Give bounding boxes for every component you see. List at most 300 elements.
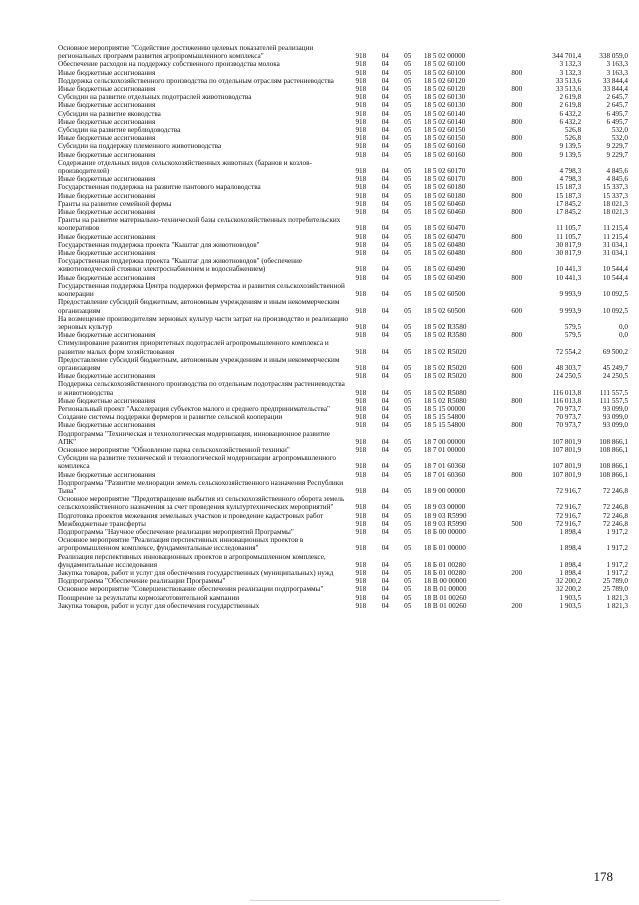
row-vr	[506, 585, 528, 593]
row-name: Закупка товаров, работ и услуг для обеспечения государственных (муниципальных) нужд	[58, 569, 334, 577]
table-row	[58, 85, 628, 93]
row-vr	[506, 446, 528, 454]
row-cs: 18 Б 01 00000	[423, 544, 466, 553]
row-name: Государственная поддержка Центра поддержки фермерства и развития сельскохозяйственной кооперации	[58, 281, 345, 299]
row-cs: 18 7 01 00000	[423, 445, 466, 454]
row-value-1: 1 898,4	[559, 560, 582, 569]
footer-divider	[250, 900, 500, 901]
row-value-2: 3 163,3	[606, 68, 628, 77]
table-row	[58, 585, 628, 593]
row-value-1: 70 973,7	[555, 413, 582, 422]
table-row	[58, 602, 628, 610]
row-value-2: 93 099,0	[602, 413, 628, 422]
budget-table-body	[58, 44, 628, 610]
row-value-2: 532,0	[611, 126, 628, 135]
table-row	[58, 200, 628, 208]
row-value-1: 9 993,9	[559, 290, 582, 299]
row-pr: 05	[404, 437, 412, 446]
row-vr	[506, 380, 528, 396]
row-vr	[506, 216, 528, 232]
row-gr: 918	[355, 101, 367, 110]
row-value-2: 25 789,0	[602, 577, 628, 586]
row-name: На возмещение производителям зерновых культур части затрат на производство и реализацию зерновых культур	[58, 314, 349, 331]
row-vr	[506, 479, 528, 495]
table-row	[58, 421, 628, 429]
row-pr: 05	[404, 306, 412, 315]
table-row	[58, 520, 628, 528]
row-rz: 04	[381, 126, 389, 135]
row-rz: 04	[381, 363, 389, 372]
row-cs: 18 5 02 60170	[423, 175, 466, 184]
row-name: Межбюджетные трансферты	[58, 519, 146, 528]
row-pr: 05	[404, 363, 412, 372]
row-rz: 04	[381, 76, 389, 85]
row-gr: 918	[355, 544, 367, 553]
row-pr: 05	[404, 511, 412, 520]
row-gr: 918	[355, 527, 367, 536]
row-vr: 800	[511, 331, 523, 340]
row-cs: 18 5 02 60160	[423, 142, 466, 151]
row-name: Иные бюджетные ассигнования	[58, 249, 156, 258]
row-cs: 18 5 02 60120	[423, 76, 466, 85]
table-row	[58, 553, 628, 569]
row-cs: 18 5 02 R3580	[423, 322, 467, 331]
row-value-2: 1 917,2	[606, 544, 628, 553]
row-name: Иные бюджетные ассигнования	[58, 421, 156, 430]
row-pr: 05	[404, 372, 412, 381]
row-rz: 04	[381, 85, 389, 94]
row-vr	[506, 183, 528, 191]
row-value-1: 4 798,3	[559, 175, 582, 184]
table-row	[58, 569, 628, 577]
row-rz: 04	[381, 470, 389, 479]
row-gr: 918	[355, 109, 367, 118]
row-cs: 18 Б 01 00280	[423, 569, 466, 577]
row-cs: 18 В 01 00260	[423, 593, 467, 602]
row-rz: 04	[381, 331, 389, 340]
row-value-2: 93 099,0	[602, 404, 628, 413]
row-rz: 04	[381, 175, 389, 184]
row-vr: 800	[511, 421, 523, 430]
row-value-1: 11 105,7	[556, 224, 582, 233]
row-name: Иные бюджетные ассигнования	[58, 101, 156, 110]
table-row	[58, 282, 628, 298]
row-name: Иные бюджетные ассигнования	[58, 191, 156, 200]
row-value-1: 11 105,7	[556, 232, 582, 241]
row-cs: 18 5 02 R5080	[423, 388, 467, 397]
row-vr: 800	[511, 372, 523, 381]
row-cs: 18 5 02 R5020	[423, 347, 467, 356]
row-name: Государственная поддержка проекта "Кыштаг для животноводов"	[58, 240, 260, 249]
row-value-2: 31 034,1	[602, 240, 628, 249]
row-name: Иные бюджетные ассигнования	[58, 175, 156, 184]
row-cs: 18 5 02 60180	[423, 183, 466, 192]
row-gr: 918	[355, 183, 367, 192]
row-pr: 05	[404, 519, 412, 528]
row-pr: 05	[404, 593, 412, 602]
row-cs: 18 7 01 60360	[423, 462, 466, 471]
row-name: Предоставление субсидий бюджетным, автономным учреждениям и иным некоммерческим организациям	[58, 355, 340, 372]
row-pr: 05	[404, 76, 412, 85]
row-gr: 918	[355, 413, 367, 422]
row-cs: 18 5 02 60500	[423, 290, 466, 299]
row-value-2: 11 215,4	[603, 232, 628, 241]
row-value-2: 10 092,5	[602, 290, 628, 299]
row-pr: 05	[404, 322, 412, 331]
row-cs: 18 5 02 R3580	[423, 331, 467, 340]
row-name: Иные бюджетные ассигнования	[58, 134, 156, 143]
row-rz: 04	[381, 511, 389, 520]
row-cs: 18 5 02 60460	[423, 208, 466, 217]
row-pr: 05	[404, 191, 412, 200]
row-value-1: 107 801,9	[552, 470, 582, 479]
row-pr: 05	[404, 396, 412, 405]
table-row	[58, 142, 628, 150]
row-name: Поощрение за результаты кормозаготовительной кампании	[58, 593, 240, 602]
row-rz: 04	[381, 569, 389, 577]
row-value-1: 24 250,5	[555, 372, 582, 381]
row-value-1: 2 619,8	[559, 101, 582, 110]
row-name: Иные бюджетные ассигнования	[58, 273, 156, 282]
row-value-1: 116 013,8	[552, 396, 582, 405]
row-gr: 918	[355, 421, 367, 430]
row-value-1: 72 916,7	[555, 503, 582, 512]
row-value-1: 526,8	[564, 126, 582, 135]
row-value-1: 10 441,3	[555, 265, 582, 274]
row-cs: 18 5 15 54800	[423, 413, 466, 422]
row-pr: 05	[404, 290, 412, 299]
row-name: Основное мероприятие "Реализация перспективных инновационных проектов в агропромышленном комплексе, фундаментальные исследования"	[58, 536, 304, 553]
row-pr: 05	[404, 150, 412, 159]
row-cs: 18 5 02 R5020	[423, 363, 467, 372]
row-value-2: 1 917,2	[606, 569, 628, 577]
row-name: Основное мероприятие "Содействие достижению целевых показателей реализации региональных программ развития агропромышленного комплекса"	[58, 44, 314, 61]
row-gr: 918	[355, 503, 367, 512]
page-number: 178	[593, 869, 613, 884]
table-row	[58, 471, 628, 479]
row-gr: 918	[355, 208, 367, 217]
row-rz: 04	[381, 527, 389, 536]
row-value-2: 108 866,1	[599, 437, 628, 446]
row-vr	[506, 413, 528, 421]
row-pr: 05	[404, 560, 412, 569]
row-vr: 600	[511, 306, 523, 315]
row-rz: 04	[381, 322, 389, 331]
row-gr: 918	[355, 150, 367, 159]
row-pr: 05	[404, 527, 412, 536]
row-value-2: 108 866,1	[599, 445, 628, 454]
row-value-1: 107 801,9	[552, 437, 582, 446]
table-row	[58, 183, 628, 191]
row-vr	[506, 282, 528, 298]
row-vr	[506, 454, 528, 470]
row-value-2: 2 645,7	[606, 101, 628, 110]
row-name: Иные бюджетные ассигнования	[58, 232, 156, 241]
row-value-2: 15 337,3	[602, 183, 628, 192]
row-cs: 18 7 01 60360	[423, 470, 466, 479]
row-name: Государственная поддержка проекта "Кыштаг для животноводов" (обеспечение животноводческой стоянки электроснабжением и водоснабжением)	[58, 257, 303, 274]
row-pr: 05	[404, 52, 412, 61]
table-row	[58, 577, 628, 585]
row-value-2: 31 034,1	[602, 249, 628, 258]
row-cs: 18 5 02 R5080	[423, 396, 467, 405]
row-vr: 800	[511, 232, 523, 241]
row-value-1: 30 817,9	[555, 240, 582, 249]
row-gr: 918	[355, 363, 367, 372]
row-cs: 18 5 02 60130	[423, 101, 466, 110]
budget-table	[58, 44, 628, 610]
row-value-1: 344 701,4	[552, 52, 582, 61]
row-vr	[506, 126, 528, 134]
row-rz: 04	[381, 290, 389, 299]
row-name: Иные бюджетные ассигнования	[58, 331, 156, 340]
row-vr: 800	[511, 175, 523, 184]
table-row	[58, 339, 628, 355]
row-gr: 918	[355, 191, 367, 200]
row-value-1: 9 139,5	[559, 150, 582, 159]
row-gr: 918	[355, 322, 367, 331]
row-name: Региональный проект "Акселерация субъектов малого и среднего предпринимательства"	[58, 404, 330, 413]
row-cs: 18 5 02 60460	[423, 199, 466, 208]
row-rz: 04	[381, 150, 389, 159]
row-value-2: 33 844,4	[602, 85, 628, 94]
table-row	[58, 298, 628, 314]
row-pr: 05	[404, 249, 412, 258]
row-name: Создание системы поддержки фермеров и развитие сельской кооперации	[58, 413, 283, 422]
row-cs: 18 Б 01 00280	[423, 560, 466, 569]
row-vr: 800	[511, 191, 523, 200]
table-row	[58, 101, 628, 109]
row-pr: 05	[404, 503, 412, 512]
row-value-2: 9 229,7	[606, 150, 628, 159]
row-vr	[506, 594, 528, 602]
row-gr: 918	[355, 126, 367, 135]
row-name: Субсидии на развитие верблюдоводства	[58, 126, 181, 135]
row-name: Закупка товаров, работ и услуг для обеспечения государственных	[58, 601, 260, 610]
row-value-1: 579,5	[564, 322, 582, 331]
row-name: Иные бюджетные ассигнования	[58, 68, 156, 77]
row-cs: 18 5 02 60160	[423, 150, 466, 159]
row-gr: 918	[355, 240, 367, 249]
row-gr: 918	[355, 232, 367, 241]
row-vr	[506, 110, 528, 118]
row-rz: 04	[381, 240, 389, 249]
row-name: Иные бюджетные ассигнования	[58, 117, 156, 126]
row-name: Иные бюджетные ассигнования	[58, 150, 156, 159]
row-pr: 05	[404, 347, 412, 356]
row-rz: 04	[381, 421, 389, 430]
row-value-1: 6 432,2	[559, 109, 582, 118]
row-value-1: 72 916,7	[555, 486, 582, 495]
row-name: Содержание отдельных видов сельскохозяйственных животных (баранов и козлов-производителей)	[58, 158, 312, 176]
row-vr	[506, 257, 528, 273]
row-value-1: 1 898,4	[559, 569, 582, 577]
row-gr: 918	[355, 577, 367, 586]
row-value-2: 338 059,0	[599, 52, 628, 61]
row-rz: 04	[381, 117, 389, 126]
row-vr	[506, 77, 528, 85]
row-value-2: 10 092,5	[602, 306, 628, 315]
row-gr: 918	[355, 462, 367, 471]
row-name: Основное мероприятие "Предотвращение выбытия из сельскохозяйственного оборота земель сельскохозяйственного назначения за счет проведения культуртехнических мероприятий"	[58, 495, 345, 512]
row-rz: 04	[381, 462, 389, 471]
row-rz: 04	[381, 183, 389, 192]
table-row	[58, 430, 628, 446]
row-rz: 04	[381, 577, 389, 586]
row-pr: 05	[404, 224, 412, 233]
row-cs: 18 9 03 R5990	[423, 519, 467, 528]
row-value-1: 3 132,3	[559, 68, 582, 77]
row-pr: 05	[404, 585, 412, 594]
row-name: Реализация перспективных инновационных проектов в агропромышленном комплексе, фундаментальные исследования	[58, 552, 326, 569]
row-cs: 18 5 02 60100	[423, 60, 466, 69]
row-value-1: 72 916,7	[555, 511, 582, 520]
row-rz: 04	[381, 503, 389, 512]
row-name: Субсидии на развитие технической и технологической модернизации агропромышленного комплекса	[58, 454, 337, 471]
row-cs: 18 В 00 00000	[423, 577, 467, 586]
row-value-1: 33 513,6	[555, 76, 582, 85]
row-pr: 05	[404, 331, 412, 340]
row-name: Стимулирование развития приоритетных подотраслей агропромышленного комплекса и развитие малых форм хозяйствования	[58, 339, 329, 356]
row-gr: 918	[355, 134, 367, 143]
row-gr: 918	[355, 85, 367, 94]
row-pr: 05	[404, 421, 412, 430]
row-value-2: 10 544,4	[602, 265, 628, 274]
row-cs: 18 5 02 60500	[423, 306, 466, 315]
table-row	[58, 405, 628, 413]
table-row	[58, 192, 628, 200]
row-vr	[506, 495, 528, 511]
row-rz: 04	[381, 347, 389, 356]
row-name: Основное мероприятие "Совершенствование обеспечения реализации подпрограммы"	[58, 585, 324, 594]
row-value-1: 1 898,4	[559, 527, 582, 536]
row-value-1: 10 441,3	[555, 273, 582, 282]
row-rz: 04	[381, 199, 389, 208]
row-gr: 918	[355, 404, 367, 413]
table-row	[58, 159, 628, 175]
row-gr: 918	[355, 273, 367, 282]
row-value-2: 2 645,7	[606, 93, 628, 102]
row-rz: 04	[381, 560, 389, 569]
row-pr: 05	[404, 544, 412, 553]
row-value-2: 3 163,3	[606, 60, 628, 69]
row-rz: 04	[381, 109, 389, 118]
row-vr: 800	[511, 134, 523, 143]
row-vr: 800	[511, 470, 523, 479]
row-rz: 04	[381, 486, 389, 495]
row-vr: 800	[511, 85, 523, 94]
row-value-2: 72 246,8	[602, 519, 628, 528]
table-row	[58, 446, 628, 454]
row-vr: 800	[511, 249, 523, 258]
row-value-2: 1 917,2	[606, 560, 628, 569]
row-rz: 04	[381, 544, 389, 553]
table-row	[58, 413, 628, 421]
row-vr	[506, 339, 528, 355]
row-value-1: 116 013,8	[552, 388, 582, 397]
row-pr: 05	[404, 85, 412, 94]
row-value-1: 526,8	[564, 134, 582, 143]
row-rz: 04	[381, 404, 389, 413]
table-row	[58, 249, 628, 257]
row-gr: 918	[355, 593, 367, 602]
row-name: Подготовка проектов межевания земельных участков и проведение кадастровых работ	[58, 511, 324, 520]
row-pr: 05	[404, 470, 412, 479]
row-vr	[506, 44, 528, 60]
row-pr: 05	[404, 183, 412, 192]
row-rz: 04	[381, 142, 389, 151]
row-gr: 918	[355, 445, 367, 454]
row-value-1: 72 554,2	[555, 347, 582, 356]
row-value-2: 111 557,5	[599, 388, 628, 397]
row-value-2: 1 821,3	[606, 601, 628, 610]
row-name: Обеспечение расходов на поддержку собственного производства молока	[58, 60, 280, 69]
row-value-2: 6 495,7	[606, 117, 628, 126]
row-name: Государственная поддержка на развитие пантового мараловодства	[58, 183, 261, 192]
row-vr: 800	[511, 117, 523, 126]
row-cs: 18 5 02 60480	[423, 249, 466, 258]
row-value-1: 9 993,9	[559, 306, 582, 315]
row-vr: 500	[511, 519, 523, 528]
row-gr: 918	[355, 388, 367, 397]
row-vr: 200	[511, 601, 523, 610]
row-vr: 800	[511, 68, 523, 77]
row-cs: 18 9 03 00000	[423, 503, 466, 512]
row-cs: 18 5 02 60140	[423, 109, 466, 118]
row-vr	[506, 241, 528, 249]
row-value-2: 532,0	[611, 134, 628, 143]
row-cs: 18 9 03 R5990	[423, 511, 467, 520]
row-name: Гранты на развитие материально-технической базы сельскохозяйственных потребительских кооперативов	[58, 216, 341, 233]
row-vr: 800	[511, 273, 523, 282]
row-gr: 918	[355, 306, 367, 315]
table-row	[58, 77, 628, 85]
row-value-2: 0,0	[619, 322, 628, 331]
row-rz: 04	[381, 232, 389, 241]
row-pr: 05	[404, 569, 412, 577]
table-row	[58, 356, 628, 372]
row-cs: 18 5 02 60170	[423, 167, 466, 176]
row-rz: 04	[381, 52, 389, 61]
table-row	[58, 44, 628, 60]
row-value-1: 72 916,7	[555, 519, 582, 528]
row-name: Гранты на развитие семейной фермы	[58, 199, 172, 208]
table-row	[58, 216, 628, 232]
row-rz: 04	[381, 306, 389, 315]
row-name: Поддержка сельскохозяйственного производства по отдельным подотраслям растениеводства и животноводства	[58, 380, 345, 397]
row-gr: 918	[355, 249, 367, 258]
row-pr: 05	[404, 445, 412, 454]
row-value-2: 1 917,2	[606, 527, 628, 536]
row-rz: 04	[381, 167, 389, 176]
row-value-2: 1 821,3	[606, 593, 628, 602]
row-pr: 05	[404, 175, 412, 184]
row-gr: 918	[355, 199, 367, 208]
row-gr: 918	[355, 470, 367, 479]
row-rz: 04	[381, 372, 389, 381]
row-pr: 05	[404, 167, 412, 176]
row-value-2: 9 229,7	[606, 142, 628, 151]
row-name: Иные бюджетные ассигнования	[58, 85, 156, 94]
row-gr: 918	[355, 569, 367, 577]
row-vr: 800	[511, 101, 523, 110]
row-value-2: 72 246,8	[602, 511, 628, 520]
row-rz: 04	[381, 593, 389, 602]
row-value-2: 72 246,8	[602, 503, 628, 512]
row-name: Поддержка сельскохозяйственного производства по отдельным отраслям растениеводства	[58, 76, 334, 85]
row-name: Основное мероприятие "Обновление парка сельскохозяйственной техники"	[58, 445, 290, 454]
row-name: Подпрограмма "Обеспечение реализации Программы"	[58, 577, 226, 586]
